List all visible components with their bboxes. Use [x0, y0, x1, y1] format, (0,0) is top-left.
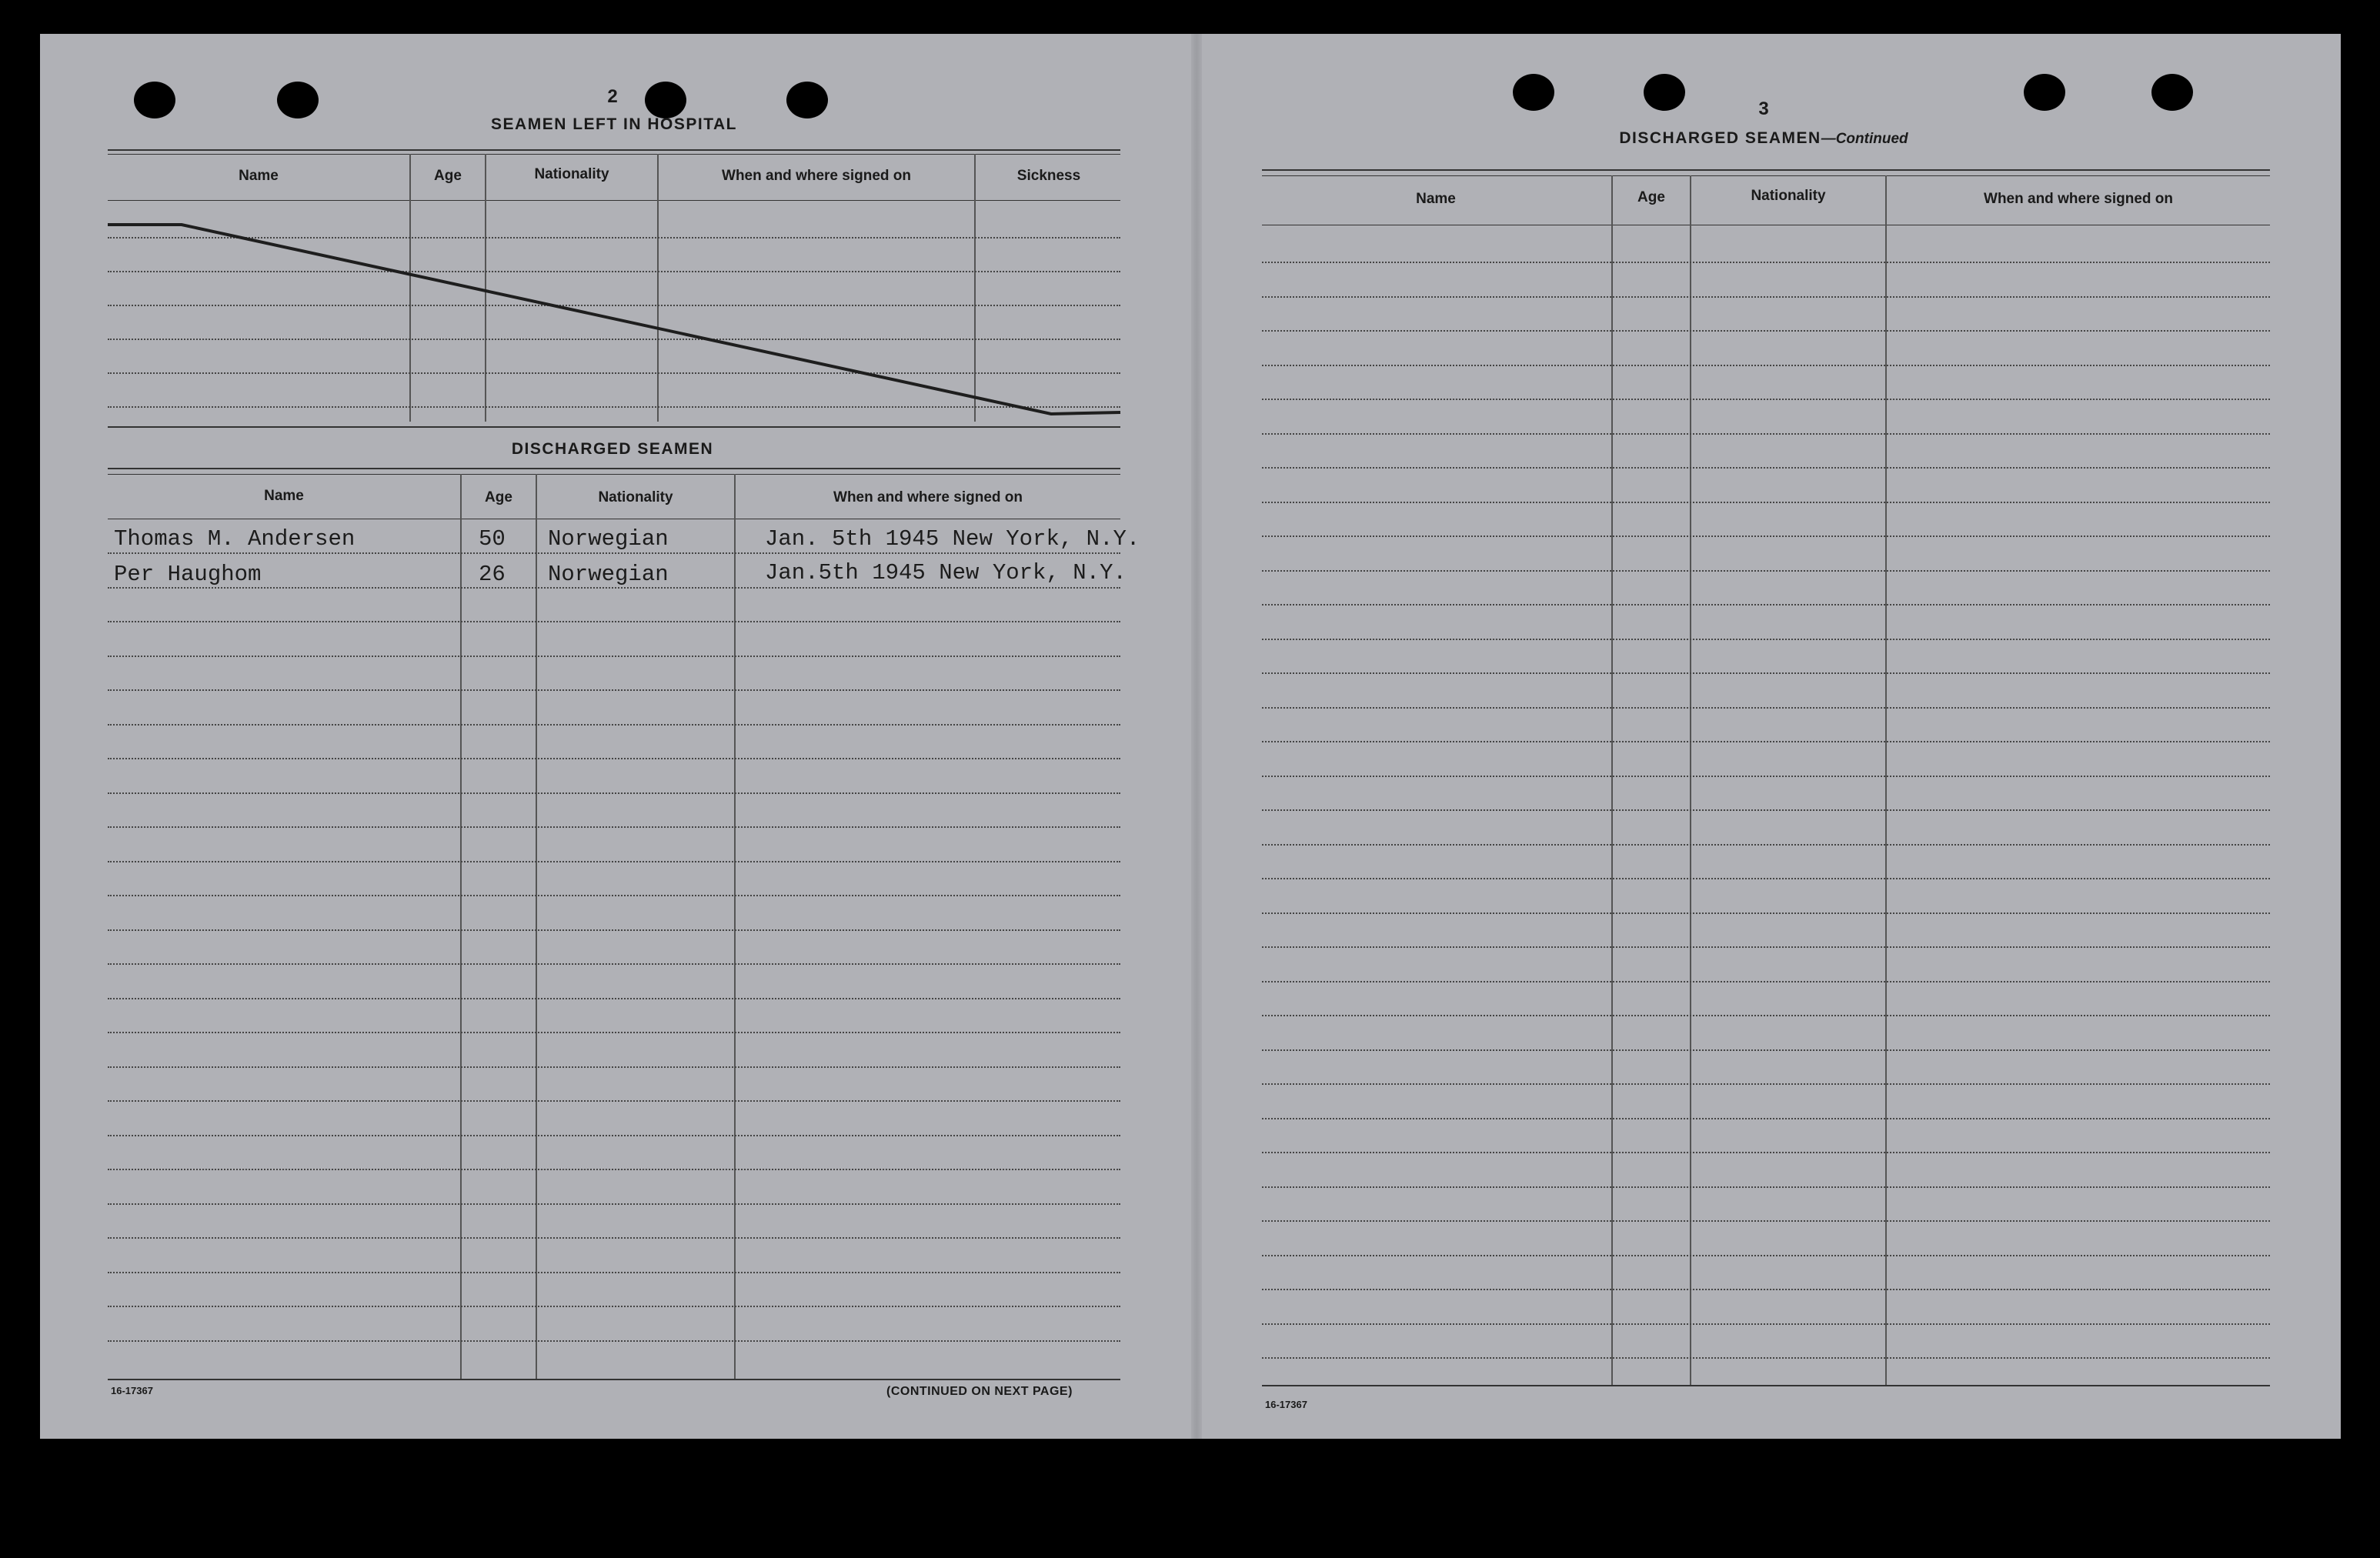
row-line [1262, 741, 2270, 742]
row-line [1262, 502, 2270, 503]
seaman-signed-on: Jan. 5th 1945 New York, N.Y. [765, 526, 1140, 552]
row-line [1262, 878, 2270, 879]
column-header: Age [434, 168, 462, 184]
row-line [1262, 1152, 2270, 1153]
column-divider [734, 474, 736, 1380]
column-header: Nationality [534, 166, 609, 182]
column-divider [536, 474, 537, 1380]
row-line [1262, 912, 2270, 914]
row-line [1262, 570, 2270, 572]
column-header: Name [1416, 191, 1456, 207]
row-line [108, 1169, 1120, 1170]
row-line [1262, 1255, 2270, 1256]
table-border [108, 474, 1120, 475]
row-line [108, 963, 1120, 965]
seaman-nationality: Norwegian [548, 526, 669, 552]
row-line [108, 621, 1120, 622]
column-divider [1690, 175, 1691, 1385]
column-header: When and where signed on [833, 489, 1023, 505]
row-line [108, 895, 1120, 896]
row-line [108, 724, 1120, 726]
row-line [1262, 707, 2270, 709]
row-line [108, 689, 1120, 691]
row-line [1262, 535, 2270, 537]
row-line [1262, 1186, 2270, 1188]
column-header: Sickness [1016, 168, 1081, 184]
seaman-nationality: Norwegian [548, 562, 669, 587]
column-divider [460, 474, 462, 1380]
row-line [1262, 296, 2270, 298]
row-line [108, 929, 1120, 931]
form-number: 16-17367 [111, 1385, 153, 1396]
row-line [108, 758, 1120, 759]
row-line [1262, 262, 2270, 263]
row-line [108, 792, 1120, 794]
row-line [1262, 1083, 2270, 1085]
table-border [1262, 1385, 2270, 1386]
row-line [108, 1340, 1120, 1342]
row-line [108, 1135, 1120, 1136]
row-line [108, 1032, 1120, 1033]
row-line [1262, 1289, 2270, 1290]
row-line [108, 826, 1120, 828]
row-line [108, 861, 1120, 862]
row-line [108, 552, 1120, 554]
column-header: When and where signed on [722, 168, 911, 184]
column-header: Name [264, 488, 304, 504]
page-number: 2 [607, 86, 618, 107]
page-number: 3 [1758, 98, 1769, 119]
row-line [108, 1272, 1120, 1273]
column-header: Name [239, 168, 279, 184]
seaman-name: Thomas M. Andersen [114, 526, 355, 552]
discharged-section-title: DISCHARGED SEAMEN [511, 440, 714, 458]
row-line [1262, 1323, 2270, 1325]
seaman-signed-on: Jan.5th 1945 New York, N.Y. [765, 560, 1127, 586]
row-line [1262, 809, 2270, 811]
column-header: Nationality [598, 489, 673, 505]
table-border [108, 1379, 1120, 1380]
row-line [1262, 1015, 2270, 1016]
row-line [1262, 433, 2270, 435]
seaman-name: Per Haughom [114, 562, 262, 587]
row-line [1262, 1220, 2270, 1222]
row-line [1262, 1049, 2270, 1051]
row-line [1262, 639, 2270, 640]
column-header: Age [485, 489, 512, 505]
table-border [1262, 175, 2270, 176]
row-line [108, 1237, 1120, 1239]
row-line [108, 998, 1120, 999]
column-header: Age [1637, 189, 1665, 205]
row-line [1262, 365, 2270, 366]
seaman-age: 26 [479, 562, 506, 587]
row-line [1262, 1118, 2270, 1119]
hospital-section-title: SEAMEN LEFT IN HOSPITAL [491, 115, 737, 133]
row-line [1262, 1357, 2270, 1359]
row-line [1262, 946, 2270, 948]
row-line [108, 1306, 1120, 1307]
row-line [108, 1100, 1120, 1102]
row-line [1262, 399, 2270, 400]
continued-section-title [1619, 129, 1908, 148]
form-number: 16-17367 [1265, 1399, 1307, 1410]
row-line [108, 1066, 1120, 1068]
continued-note: (CONTINUED ON NEXT PAGE) [886, 1385, 1073, 1398]
row-line [1262, 330, 2270, 332]
row-line [1262, 981, 2270, 983]
column-divider [1885, 175, 1887, 1385]
title-main: DISCHARGED SEAMEN [1619, 129, 1821, 147]
table-border [108, 468, 1120, 469]
row-line [108, 656, 1120, 657]
column-divider [1611, 175, 1613, 1385]
title-suffix: —Continued [1821, 131, 1908, 147]
row-line [108, 1203, 1120, 1205]
column-header: When and where signed on [1984, 191, 2173, 207]
table-border [1262, 169, 2270, 171]
row-line [1262, 844, 2270, 846]
row-line [1262, 604, 2270, 606]
row-line [108, 587, 1120, 589]
row-line [1262, 776, 2270, 777]
row-line [1262, 672, 2270, 674]
row-line [1262, 467, 2270, 469]
seaman-age: 50 [479, 526, 506, 552]
column-header: Nationality [1751, 188, 1826, 204]
